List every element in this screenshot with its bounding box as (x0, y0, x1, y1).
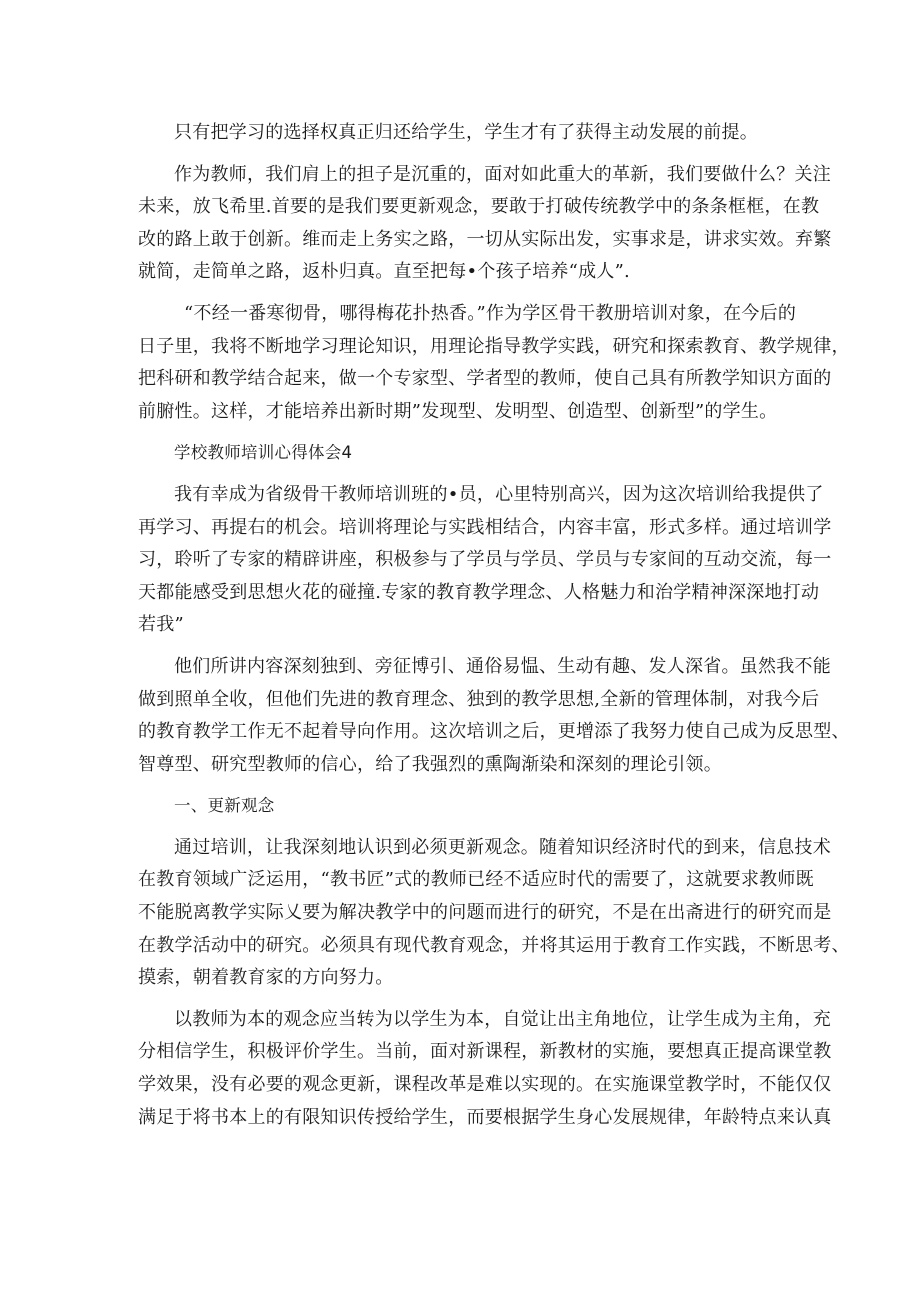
text-line: 他们所讲内容深刻独到、旁征博引、通俗易愠、生动有趣、发人深省。虽然我不能 (174, 655, 831, 677)
text-line: 摸索，朝着教育家的方向努力。 (138, 967, 394, 989)
paragraph (138, 479, 832, 642)
text-line: 若我” (138, 614, 184, 636)
paragraph (138, 298, 850, 428)
section-heading (138, 790, 788, 823)
section-heading (138, 437, 788, 470)
paragraph (138, 832, 850, 995)
text-line: 未来，放飞希里.首要的是我们要更新观念，要敢于打破传统教学中的条条框框，在教 (138, 196, 820, 218)
text-line: 只有把学习的选择权真正归还给学生，学生才有了获得主动发展的前提。 (174, 122, 758, 143)
paragraph (138, 651, 850, 781)
text-line: 满足于将书本上的有限知识传授给学生，而要根据学生身心发展规律，年龄特点来认真 (138, 1106, 832, 1128)
text-line: 分相信学生，积极评价学生。当前，面对新课程，新教材的实施，要想真正提高课堂教 (138, 1041, 832, 1063)
paragraph (138, 1004, 832, 1134)
text-line: 作为教师，我们肩上的担子是沉重的，面对如此重大的革新，我们要做什么？关注 (174, 163, 831, 185)
heading-line: 一、更新观念 (174, 796, 275, 816)
heading-line: 学校教师培训心得体会4 (174, 443, 353, 463)
text-line: 习，聆听了专家的精辟讲座，积极参与了学员与学员、学员与专家间的互动交流，每一 (138, 549, 832, 571)
text-line: 以教师为本的观念应当转为以学生为本，自觉让出主角地位，让学生成为主角，充 (174, 1008, 831, 1030)
text-line: 就简，走简单之路，返朴归真。直至把每•个孩子培养“成人”. (138, 261, 630, 283)
paragraph (138, 159, 832, 289)
text-line: 日子里，我将不断地学习理论知识，用理论指导教学实践，研究和探索教育、教学规律， (138, 335, 850, 357)
paragraph (138, 117, 788, 150)
text-line: 学效果，没有必要的观念更新，课程改革是难以实现的。在实施课堂教学时，不能仅仅 (138, 1074, 832, 1096)
text-line: 不能脱离教学实际乂要为解决教学中的问题而进行的研究，不是在出斋进行的研究而是 (138, 902, 832, 924)
text-line: 智尊型、研究型教师的信心，给了我强烈的熏陶渐染和深刻的理论引领。 (138, 753, 722, 775)
text-line: 在教育领域广泛运用，“教书匠”式的教师已经不适应时代的需要了，这就要求教师既 (138, 869, 814, 891)
text-line: “不经一番寒彻骨，哪得梅花扑热香。”作为学区骨干教册培训对象，在今后的 (184, 302, 797, 324)
text-line: 的教育教学工作无不起着导向作用。这次培训之后，更增添了我努力使自己成为反思型、 (138, 721, 850, 743)
text-line: 把科研和教学结合起来，做一个专家型、学者型的教师，使自己具有所教学知识方面的 (138, 368, 832, 390)
text-line: 改的路上敢于创新。维而走上务实之路，一切从实际出发，实事求是，讲求实效。弃繁 (138, 228, 832, 250)
document-body (138, 117, 850, 1134)
text-line: 做到照单全收，但他们先进的教育理念、独到的教学思想,全新的管理体制，对我今后 (138, 688, 820, 710)
text-line: 天都能感受到思想火花的碰撞.专家的教育教学理念、人格魅力和治学精神深深地打动 (138, 581, 820, 603)
text-line: 在教学活动中的研究。必须具有现代教育观念，并将其运用于教育工作实践，不断思考、 (138, 934, 850, 956)
text-line: 前腑性。这样，才能培养出新时期”发现型、发明型、创造型、创新型”的学生。 (138, 400, 778, 422)
text-line: 再学习、再提右的机会。培训将理论与实践相结合，内容丰富，形式多样。通过培训学 (138, 516, 832, 538)
text-line: 我有幸成为省级骨干教师培训班的•员，心里特别高兴，因为这次培训给我提供了 (174, 483, 824, 505)
text-line: 通过培训，让我深刻地认识到必须更新观念。随着知识经济时代的到来，信息技术 (174, 836, 831, 858)
